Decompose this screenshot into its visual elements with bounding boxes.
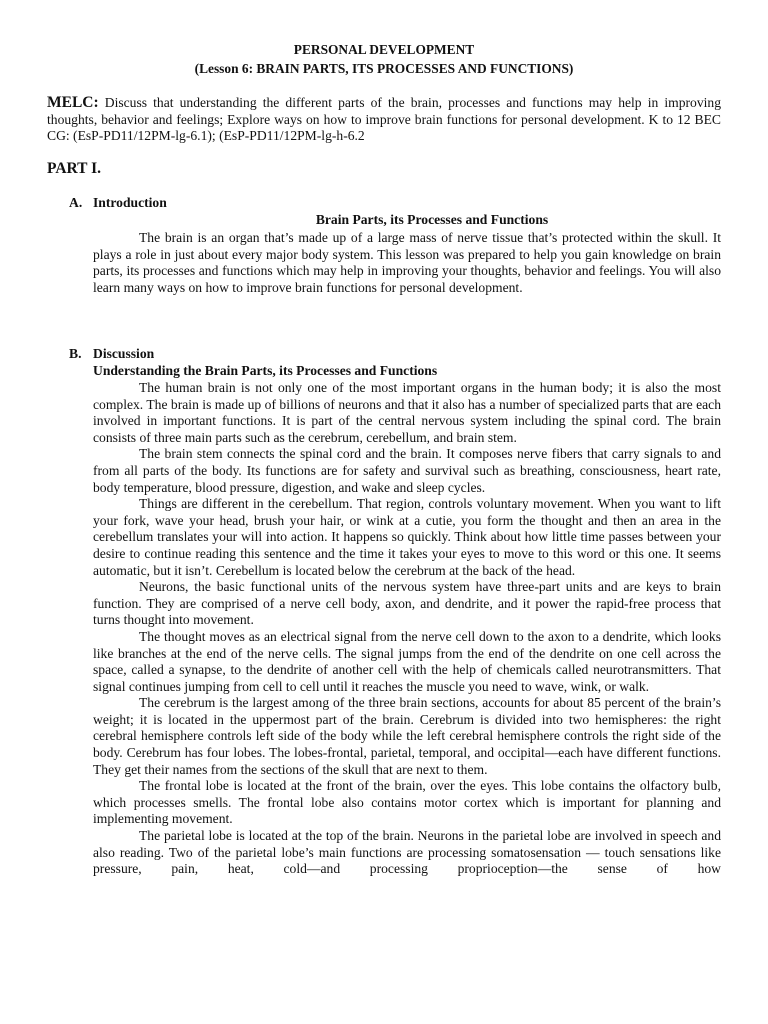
section-a-title: Introduction bbox=[93, 195, 167, 210]
section-b-title: Discussion bbox=[93, 346, 155, 361]
melc-text: Discuss that understanding the different parts of the brain, processes and functions may help in improving thoughts, behavior and feelings; Explore ways on how to improve brain functions for personal development. K to 12 BEC CG: (EsP-PD11/12PM-lg-6.1); (EsP-PD11/12PM-lg-h-6.2 bbox=[47, 95, 721, 144]
part-heading: PART I. bbox=[47, 160, 102, 177]
discussion-paragraph: The human brain is not only one of the most important organs in the human body; it is also the most complex. The brain is made up of billions of neurons and that it also has a number of specialized parts that are each involved in important functions. It is part of the central nervous system including the spinal cord. The brain consists of three main parts such as the cerebrum, cerebellum, and brain stem. bbox=[93, 380, 721, 445]
introduction-title: Brain Parts, its Processes and Functions bbox=[315, 212, 549, 227]
discussion-paragraph: The brain stem connects the spinal cord and the brain. It composes nerve fibers that carry signals to and from all parts of the body. Its functions are for safety and survival such as breathing, consciousness, heart rate, body temperature, blood pressure, digestion, and wake and sleep cycles. bbox=[93, 446, 721, 495]
discussion-paragraph: The thought moves as an electrical signal from the nerve cell down to the axon to a dendrite, which looks like branches at the end of the nerve cells. The signal jumps from the end of the dendrite on one cell across the space, called a synapse, to the dendrite of another cell with the help of chemicals called neurotransmitters. That signal continues jumping from cell to cell until it reaches the muscle you need to wave, wink, or walk. bbox=[93, 628, 721, 694]
melc-paragraph bbox=[47, 95, 721, 145]
discussion-paragraph: Things are different in the cerebellum. That region, controls voluntary movement. When you want to lift your fork, wave your head, brush your hair, or wink at a cutie, you form the thought and then an area in the cerebellum translates your will into action. It happens so quickly. Think about how little time passes between your desire to continue reading this sentence and the time it takes your eyes to move to this word or this one. It seems automatic, but it isn’t. Cerebellum is located below the cerebrum at the back of the head. bbox=[93, 496, 721, 578]
discussion-paragraph: The frontal lobe is located at the front of the brain, over the eyes. This lobe contains the olfactory bulb, which processes smells. The frontal lobe also contains motor cortex which is important for planning and implementing movement. bbox=[93, 778, 721, 827]
introduction-body bbox=[93, 230, 721, 296]
section-a-heading bbox=[69, 195, 167, 212]
lesson-subtitle: (Lesson 6: BRAIN PARTS, ITS PROCESSES AND FUNCTIONS) bbox=[194, 61, 574, 76]
discussion-title: Understanding the Brain Parts, its Processes and Functions bbox=[93, 363, 438, 378]
discussion-body bbox=[93, 380, 721, 878]
discussion-paragraph: The cerebrum is the largest among of the three brain sections, accounts for about 85 percent of the brain’s weight; it is located in the uppermost part of the brain. Cerebrum is divided into two hemispheres: the right cerebral hemisphere controls left side of the body while the left cerebral hemisphere controls the right side of the body. Cerebrum has four lobes. The lobes-frontal, parietal, temporal, and occipital—each have different functions. They get their names from the sections of the skull that are next to them. bbox=[93, 695, 721, 777]
melc-label: MELC: bbox=[47, 94, 99, 111]
section-a-letter: A. bbox=[69, 195, 83, 210]
section-b-letter: B. bbox=[69, 346, 82, 361]
discussion-paragraph: Neurons, the basic functional units of the nervous system have three-part units and are keys to brain function. They are comprised of a nerve cell body, axon, and dendrite, and it power the rapid-free process that turns thought into movement. bbox=[93, 579, 721, 628]
document-title: PERSONAL DEVELOPMENT bbox=[293, 42, 475, 57]
section-b-heading bbox=[69, 346, 154, 363]
introduction-paragraph: The brain is an organ that’s made up of a large mass of nerve tissue that’s protected within the skull. It plays a role in just about every major body system. This lesson was prepared to help you gain knowledge on brain parts, its processes and functions which may help in improving your thoughts, behavior and feelings. You will also learn many ways on how to improve brain functions for personal development. bbox=[93, 230, 721, 295]
discussion-paragraph: The parietal lobe is located at the top of the brain. Neurons in the parietal lobe are involved in speech and also reading. Two of the parietal lobe’s main functions are processing somatosensation — touch sensations like pressure, pain, heat, cold—and processing proprioception—the sense of how bbox=[93, 828, 721, 877]
